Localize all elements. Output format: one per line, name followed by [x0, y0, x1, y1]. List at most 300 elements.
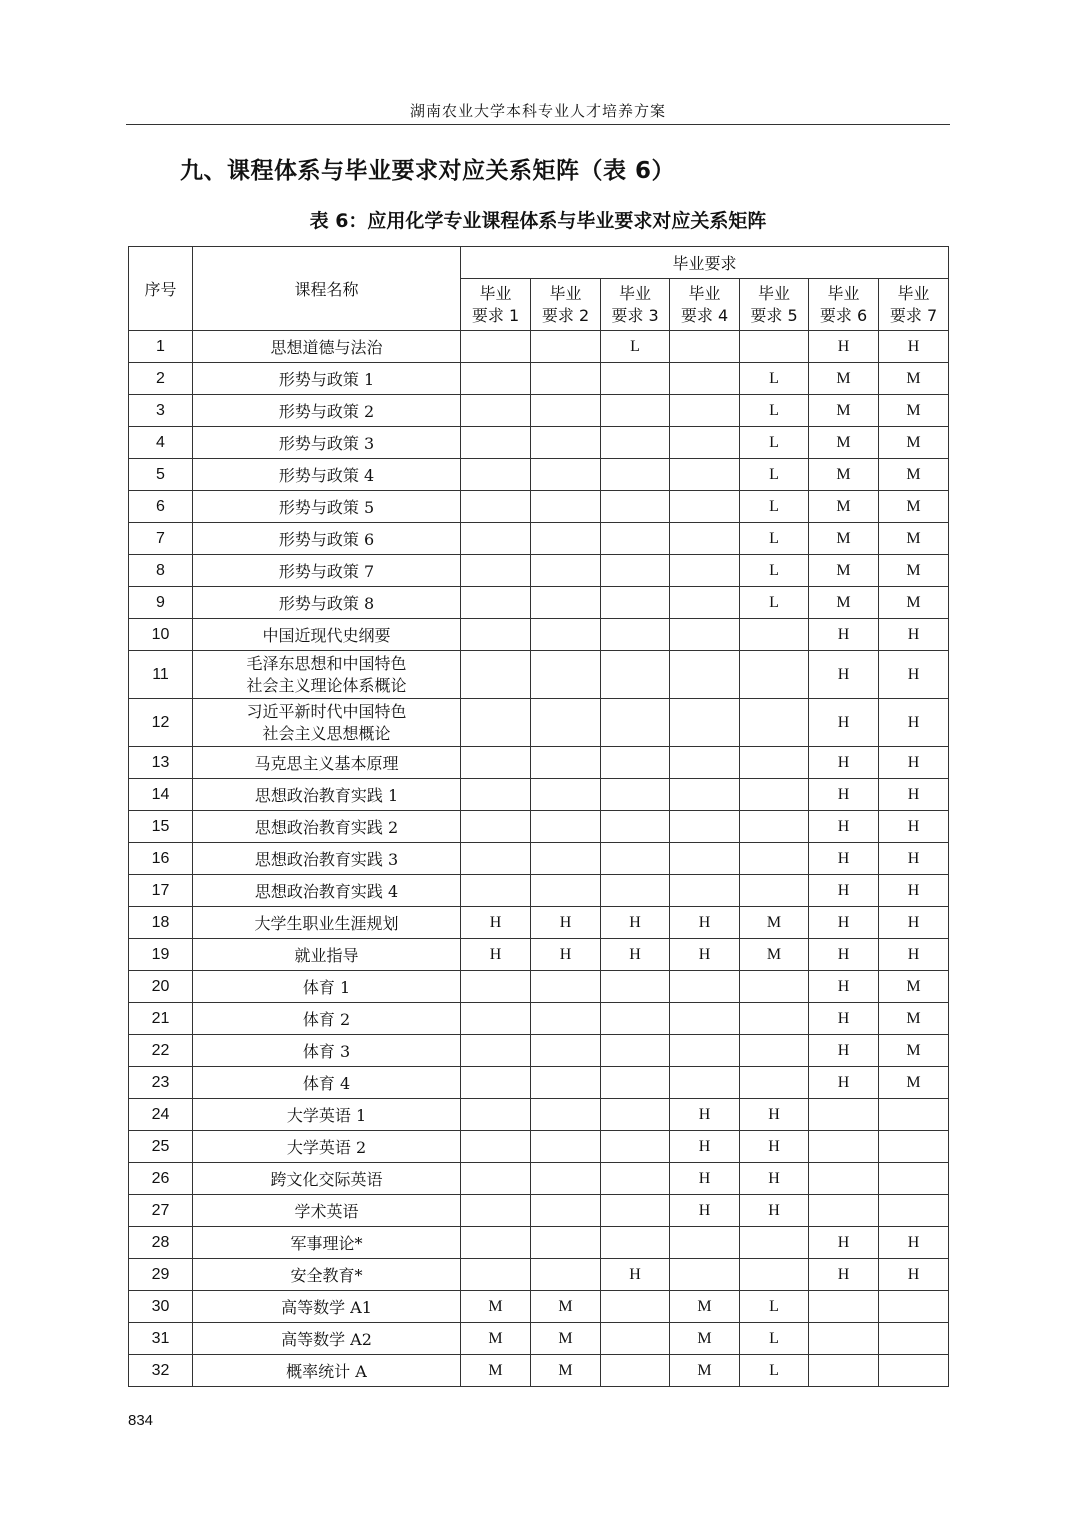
table-row	[129, 843, 949, 875]
requirement-level-cell: H	[879, 907, 949, 939]
requirement-level-cell: H	[670, 1163, 740, 1195]
requirement-level-cell	[601, 1067, 670, 1099]
requirement-level-cell	[879, 1291, 949, 1323]
requirement-level-cell: M	[670, 1355, 740, 1387]
header-requirement-line: 毕业	[618, 283, 651, 303]
requirement-level-cell: M	[879, 1035, 949, 1067]
header-requirement-line: 要求 3	[611, 305, 659, 325]
requirement-level-cell	[601, 1227, 670, 1259]
requirement-level-cell: M	[809, 555, 879, 587]
requirement-level-cell	[461, 491, 531, 523]
requirement-level-cell	[461, 811, 531, 843]
requirement-level-cell: H	[879, 779, 949, 811]
requirement-level-cell: H	[809, 971, 879, 1003]
requirement-level-cell: M	[879, 1067, 949, 1099]
requirement-level-cell: H	[879, 331, 949, 363]
table-row	[129, 459, 949, 491]
requirement-level-cell	[461, 331, 531, 363]
course-name-line: 就业指导	[294, 946, 359, 965]
requirement-level-cell	[670, 971, 740, 1003]
course-name	[193, 1355, 461, 1387]
course-name-line: 形势与政策 8	[278, 594, 375, 613]
requirement-level-cell	[601, 1003, 670, 1035]
course-name-line: 毛泽东思想和中国特色	[246, 653, 407, 673]
requirement-level-cell	[879, 1323, 949, 1355]
row-index: 7	[129, 523, 193, 555]
course-name	[193, 699, 461, 747]
course-name-line: 形势与政策 7	[278, 562, 375, 581]
requirement-level-cell	[531, 1163, 601, 1195]
course-name-line: 形势与政策 2	[278, 402, 375, 421]
requirement-level-cell	[809, 1291, 879, 1323]
requirement-level-cell	[670, 811, 740, 843]
row-index: 8	[129, 555, 193, 587]
requirement-level-cell: M	[531, 1355, 601, 1387]
course-name-line: 体育 2	[302, 1010, 351, 1029]
course-name-line: 思想政治教育实践 1	[254, 786, 399, 805]
requirement-level-cell	[601, 875, 670, 907]
requirement-level-cell: H	[809, 651, 879, 699]
requirement-level-cell	[531, 1259, 601, 1291]
requirement-level-cell	[740, 1259, 809, 1291]
requirement-level-cell	[740, 651, 809, 699]
requirement-level-cell	[601, 843, 670, 875]
table-row	[129, 1099, 949, 1131]
requirement-level-cell	[461, 875, 531, 907]
table-row	[129, 1355, 949, 1387]
requirement-level-cell	[809, 1323, 879, 1355]
course-name-line: 形势与政策 4	[278, 466, 375, 485]
row-index: 4	[129, 427, 193, 459]
requirement-level-cell	[601, 1035, 670, 1067]
requirement-level-cell	[461, 1163, 531, 1195]
requirement-level-cell	[601, 363, 670, 395]
course-name-line: 高等数学 A2	[281, 1330, 372, 1349]
table-row	[129, 1291, 949, 1323]
requirement-level-cell	[879, 1131, 949, 1163]
requirement-level-cell	[670, 395, 740, 427]
requirement-level-cell	[531, 427, 601, 459]
header-course-name: 课程名称	[193, 247, 461, 331]
requirement-level-cell: H	[601, 939, 670, 971]
course-name-line: 大学英语 2	[286, 1138, 367, 1157]
table-caption: 表 6：应用化学专业课程体系与毕业要求对应关系矩阵	[309, 210, 767, 232]
requirement-level-cell: M	[809, 459, 879, 491]
requirement-level-cell: M	[879, 395, 949, 427]
requirement-level-cell	[670, 651, 740, 699]
row-index: 11	[129, 651, 193, 699]
header-requirement-line: 要求 6	[819, 305, 868, 325]
header-requirement-line: 毕业	[479, 283, 512, 303]
course-name-line: 形势与政策 5	[278, 498, 375, 517]
row-index: 2	[129, 363, 193, 395]
header-requirement-6	[809, 279, 879, 331]
requirement-level-cell	[531, 875, 601, 907]
requirement-level-cell	[809, 1355, 879, 1387]
requirement-level-cell: H	[879, 1259, 949, 1291]
requirement-level-cell	[531, 1195, 601, 1227]
requirement-level-cell: M	[809, 363, 879, 395]
requirement-level-cell: H	[740, 1099, 809, 1131]
table-row	[129, 1195, 949, 1227]
header-requirement-line: 毕业	[688, 283, 721, 303]
requirement-level-cell	[601, 971, 670, 1003]
table-row	[129, 395, 949, 427]
requirement-level-cell: H	[809, 939, 879, 971]
course-name-line: 社会主义思想概论	[262, 723, 391, 743]
requirement-level-cell	[531, 1003, 601, 1035]
row-index: 20	[129, 971, 193, 1003]
table-row	[129, 811, 949, 843]
requirement-level-cell	[740, 971, 809, 1003]
course-name-line: 思想道德与法治	[270, 338, 383, 357]
row-index: 21	[129, 1003, 193, 1035]
requirement-level-cell: H	[809, 811, 879, 843]
table-row	[129, 1323, 949, 1355]
course-name	[193, 1035, 461, 1067]
requirement-level-cell: H	[809, 907, 879, 939]
course-name-line: 大学英语 1	[286, 1106, 367, 1125]
requirement-level-cell: M	[461, 1323, 531, 1355]
requirement-level-cell	[670, 363, 740, 395]
table-row	[129, 1131, 949, 1163]
row-index: 18	[129, 907, 193, 939]
course-name-line: 马克思主义基本原理	[254, 754, 399, 773]
course-name	[193, 587, 461, 619]
course-name	[193, 1099, 461, 1131]
requirement-level-cell: H	[670, 1099, 740, 1131]
requirement-level-cell: H	[809, 699, 879, 747]
course-name	[193, 1195, 461, 1227]
requirement-level-cell: M	[879, 427, 949, 459]
course-name	[193, 779, 461, 811]
page-number: 834	[128, 1412, 154, 1429]
course-name	[193, 363, 461, 395]
requirement-level-cell: L	[601, 331, 670, 363]
requirement-level-cell	[809, 1131, 879, 1163]
requirement-level-cell: M	[809, 491, 879, 523]
requirement-level-cell	[601, 395, 670, 427]
requirement-level-cell: H	[740, 1163, 809, 1195]
requirement-level-cell	[461, 1099, 531, 1131]
requirement-level-cell	[670, 1259, 740, 1291]
requirement-level-cell	[531, 1099, 601, 1131]
table-row	[129, 939, 949, 971]
requirement-level-cell: H	[601, 1259, 670, 1291]
requirement-level-cell	[601, 1099, 670, 1131]
course-name-line: 跨文化交际英语	[270, 1170, 383, 1189]
course-name	[193, 939, 461, 971]
requirement-level-cell: H	[809, 1227, 879, 1259]
requirement-level-cell	[531, 811, 601, 843]
course-name-line: 习近平新时代中国特色	[246, 701, 407, 721]
requirement-level-cell: L	[740, 1323, 809, 1355]
table-row	[129, 619, 949, 651]
course-name-line: 形势与政策 3	[278, 434, 375, 453]
course-name	[193, 491, 461, 523]
requirement-level-cell	[531, 699, 601, 747]
requirement-level-cell	[601, 1355, 670, 1387]
course-name-line: 军事理论*	[290, 1234, 363, 1253]
requirement-level-cell: H	[809, 747, 879, 779]
requirement-level-cell	[461, 843, 531, 875]
row-index: 6	[129, 491, 193, 523]
requirement-level-cell	[601, 779, 670, 811]
course-name-line: 安全教育*	[290, 1266, 363, 1285]
requirement-level-cell	[531, 747, 601, 779]
course-name	[193, 971, 461, 1003]
row-index: 13	[129, 747, 193, 779]
requirement-level-cell	[461, 651, 531, 699]
course-name-line: 社会主义理论体系概论	[246, 675, 407, 695]
row-index: 31	[129, 1323, 193, 1355]
requirement-level-cell	[670, 491, 740, 523]
row-index: 14	[129, 779, 193, 811]
requirement-level-cell	[670, 843, 740, 875]
requirement-level-cell	[531, 555, 601, 587]
requirement-level-cell: L	[740, 363, 809, 395]
requirement-level-cell	[531, 843, 601, 875]
requirement-level-cell: H	[740, 1131, 809, 1163]
section-title: 九、课程体系与毕业要求对应关系矩阵（表 6）	[180, 158, 676, 184]
requirement-level-cell	[670, 779, 740, 811]
requirement-level-cell	[740, 331, 809, 363]
requirement-level-cell	[809, 1163, 879, 1195]
requirement-level-cell: H	[879, 875, 949, 907]
requirement-level-cell: L	[740, 1291, 809, 1323]
row-index: 26	[129, 1163, 193, 1195]
requirement-level-cell	[461, 1067, 531, 1099]
requirement-level-cell	[461, 699, 531, 747]
requirement-level-cell	[879, 1163, 949, 1195]
row-index: 3	[129, 395, 193, 427]
requirement-level-cell	[879, 1099, 949, 1131]
requirement-level-cell	[670, 459, 740, 491]
course-name-line: 思想政治教育实践 4	[254, 882, 399, 901]
table-row	[129, 1227, 949, 1259]
requirement-level-cell	[461, 587, 531, 619]
table-row	[129, 1259, 949, 1291]
requirement-level-cell	[461, 971, 531, 1003]
requirement-level-cell: M	[531, 1323, 601, 1355]
requirement-level-cell	[740, 619, 809, 651]
table-row	[129, 651, 949, 699]
row-index: 23	[129, 1067, 193, 1099]
requirement-level-cell	[601, 1131, 670, 1163]
requirement-level-cell	[461, 1227, 531, 1259]
requirement-level-cell: H	[531, 939, 601, 971]
requirement-level-cell	[740, 1035, 809, 1067]
requirement-level-cell: L	[740, 555, 809, 587]
header-requirement-7	[879, 279, 949, 331]
requirement-level-cell: H	[809, 779, 879, 811]
requirement-level-cell	[670, 619, 740, 651]
requirement-level-cell	[601, 1291, 670, 1323]
requirement-level-cell	[601, 1195, 670, 1227]
row-index: 25	[129, 1131, 193, 1163]
course-name-line: 体育 3	[302, 1042, 351, 1061]
requirement-level-cell	[461, 619, 531, 651]
requirement-level-cell: M	[809, 427, 879, 459]
requirement-level-cell: H	[531, 907, 601, 939]
row-index: 27	[129, 1195, 193, 1227]
running-header: 湖南农业大学本科专业人才培养方案	[409, 102, 666, 120]
header-requirement-line: 要求 5	[750, 305, 798, 325]
requirement-level-cell	[740, 747, 809, 779]
requirement-level-cell: L	[740, 491, 809, 523]
table-row	[129, 907, 949, 939]
course-name	[193, 523, 461, 555]
requirement-level-cell	[879, 1355, 949, 1387]
course-name	[193, 747, 461, 779]
requirement-level-cell	[601, 427, 670, 459]
header-requirement-2	[531, 279, 601, 331]
requirement-level-cell: H	[670, 939, 740, 971]
header-rule	[126, 124, 950, 125]
table-row	[129, 587, 949, 619]
row-index: 1	[129, 331, 193, 363]
requirement-level-cell	[740, 779, 809, 811]
requirement-level-cell	[879, 1195, 949, 1227]
requirement-level-cell: M	[740, 939, 809, 971]
requirement-level-cell	[461, 363, 531, 395]
requirement-level-cell: H	[809, 1035, 879, 1067]
requirement-level-cell: M	[879, 555, 949, 587]
header-requirement-line: 毕业	[757, 283, 790, 303]
table-row	[129, 1163, 949, 1195]
requirement-level-cell: M	[809, 587, 879, 619]
requirement-level-cell: M	[461, 1355, 531, 1387]
requirement-level-cell	[601, 459, 670, 491]
requirement-level-cell: H	[879, 843, 949, 875]
requirement-level-cell: M	[879, 363, 949, 395]
course-name-line: 思想政治教育实践 2	[254, 818, 399, 837]
requirement-level-cell	[740, 699, 809, 747]
requirement-level-cell	[531, 1131, 601, 1163]
requirement-level-cell	[601, 587, 670, 619]
requirement-level-cell: H	[670, 907, 740, 939]
row-index: 16	[129, 843, 193, 875]
requirement-level-cell: H	[879, 699, 949, 747]
table-row	[129, 1003, 949, 1035]
requirement-level-cell: M	[879, 491, 949, 523]
requirement-level-cell	[461, 459, 531, 491]
row-index: 24	[129, 1099, 193, 1131]
requirement-level-cell: M	[879, 459, 949, 491]
requirement-level-cell: H	[670, 1195, 740, 1227]
requirement-level-cell	[531, 1067, 601, 1099]
table-row	[129, 875, 949, 907]
requirement-level-cell	[670, 555, 740, 587]
requirement-level-cell	[601, 651, 670, 699]
course-name-line: 形势与政策 6	[278, 530, 375, 549]
course-name	[193, 619, 461, 651]
requirement-level-cell	[531, 459, 601, 491]
course-name	[193, 1291, 461, 1323]
requirement-level-cell: L	[740, 395, 809, 427]
requirement-level-cell: H	[809, 331, 879, 363]
header-requirement-5	[740, 279, 809, 331]
requirement-level-cell	[531, 331, 601, 363]
course-name-line: 体育 4	[302, 1074, 351, 1093]
header-requirement-line: 要求 1	[471, 305, 520, 325]
course-name	[193, 1003, 461, 1035]
course-name	[193, 1067, 461, 1099]
row-index: 19	[129, 939, 193, 971]
course-name	[193, 331, 461, 363]
header-requirement-line: 毕业	[827, 283, 860, 303]
header-requirement-line: 要求 2	[541, 305, 590, 325]
requirement-level-cell	[809, 1099, 879, 1131]
requirement-level-cell	[740, 811, 809, 843]
header-requirement-1	[461, 279, 531, 331]
requirement-level-cell	[670, 427, 740, 459]
requirement-level-cell: M	[809, 395, 879, 427]
row-index: 22	[129, 1035, 193, 1067]
requirement-level-cell	[461, 1003, 531, 1035]
requirement-level-cell	[461, 1195, 531, 1227]
requirement-level-cell	[461, 747, 531, 779]
requirement-level-cell	[601, 1323, 670, 1355]
course-name	[193, 651, 461, 699]
table-row	[129, 971, 949, 1003]
requirement-level-cell: L	[740, 459, 809, 491]
requirement-level-cell: M	[879, 587, 949, 619]
requirement-level-cell	[461, 1035, 531, 1067]
header-requirement-line: 毕业	[549, 283, 582, 303]
requirement-level-cell: M	[879, 971, 949, 1003]
row-index: 15	[129, 811, 193, 843]
table-row	[129, 1035, 949, 1067]
requirement-level-cell: L	[740, 1355, 809, 1387]
requirement-level-cell	[461, 555, 531, 587]
row-index: 10	[129, 619, 193, 651]
row-index: 28	[129, 1227, 193, 1259]
requirement-level-cell: M	[670, 1291, 740, 1323]
requirement-level-cell: M	[879, 523, 949, 555]
requirement-level-cell: H	[879, 747, 949, 779]
requirement-level-cell: M	[879, 1003, 949, 1035]
row-index: 5	[129, 459, 193, 491]
requirement-level-cell: M	[740, 907, 809, 939]
requirement-level-cell	[740, 1067, 809, 1099]
requirement-level-cell	[531, 395, 601, 427]
requirement-level-cell	[670, 1003, 740, 1035]
requirement-level-cell	[531, 1227, 601, 1259]
row-index: 12	[129, 699, 193, 747]
header-requirement-line: 要求 7	[889, 305, 938, 325]
requirement-level-cell: H	[809, 1003, 879, 1035]
table-row	[129, 1067, 949, 1099]
requirement-level-cell: H	[879, 619, 949, 651]
requirement-level-cell	[670, 587, 740, 619]
requirement-level-cell: L	[740, 427, 809, 459]
requirement-matrix-table	[128, 246, 949, 1387]
header-requirement-line: 要求 4	[680, 305, 729, 325]
requirement-level-cell: H	[809, 1067, 879, 1099]
header-requirement-3	[601, 279, 670, 331]
table-row	[129, 747, 949, 779]
course-name	[193, 811, 461, 843]
course-name	[193, 1259, 461, 1291]
requirement-level-cell: H	[879, 1227, 949, 1259]
requirement-level-cell: M	[461, 1291, 531, 1323]
course-name	[193, 875, 461, 907]
requirement-level-cell	[601, 699, 670, 747]
requirement-level-cell	[531, 1035, 601, 1067]
requirement-level-cell	[670, 1227, 740, 1259]
requirement-level-cell	[601, 1163, 670, 1195]
